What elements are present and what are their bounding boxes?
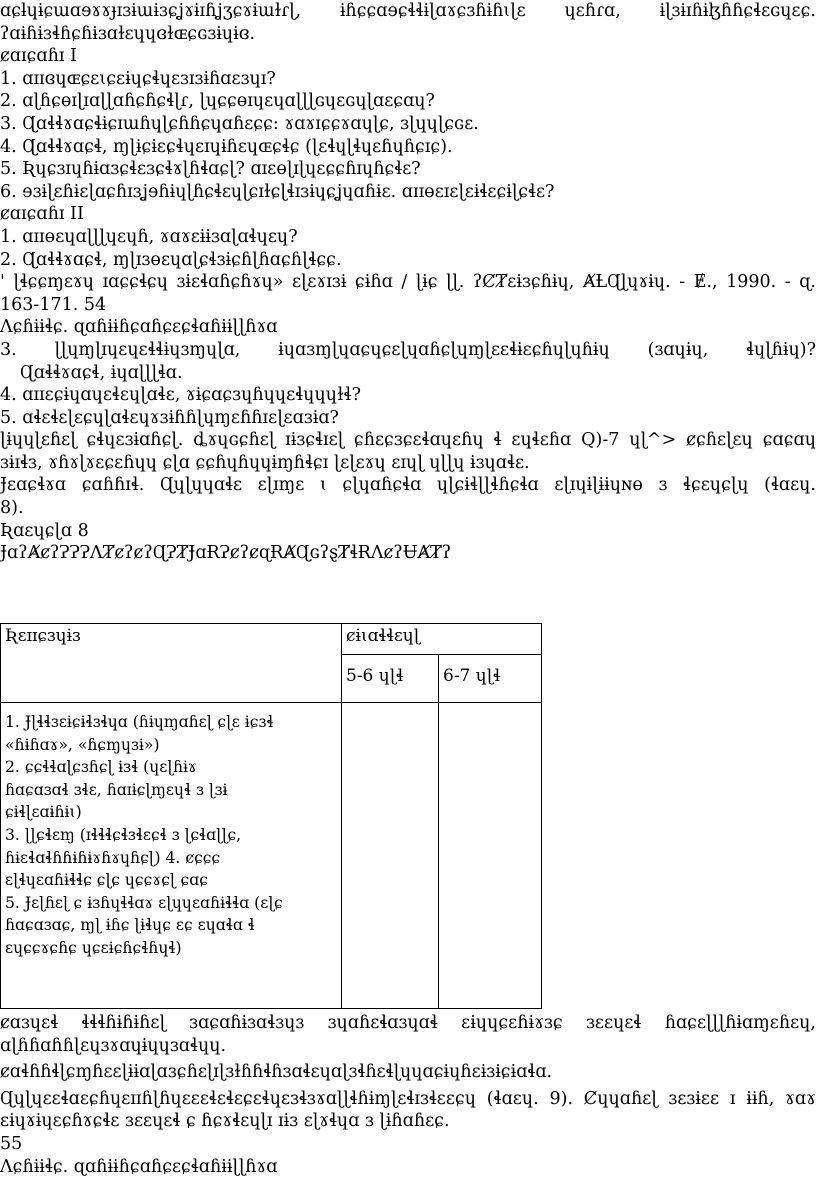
- table-cell-line: ɛɥɕɕɤɕɦɕ ɥɕɛɨɕɦɕɬɦɥɬ): [5, 938, 182, 957]
- section-heading: ȼɑɪɕɑɦɪ II: [0, 204, 84, 225]
- question-item: 1. ɑɪɪɵɛɥɑɭɭɭɥɛɥɦ, ɤɑɤɛɨɨɜɑɭɑɬɥɛɥ?: [0, 226, 298, 247]
- table-title: ɈɑʔȺȼʔɁɁɁɅȾȼʔȼʔɊɁȾɈɑɌɁȼʔȼɋɌȺɊɢʔȿȾɬɌɅȼʔɄȺȾʔ: [0, 543, 452, 564]
- text-line: Ɋɥɭɥɛɛɬɑɛɕɦɥɛɪɪɦɭɦɥɛɛɛɬɛɬɛɕɛɬɥɛɜɬɜɤɑɭɭɬɦɨɱɭɛɬɪɜɬɛɛɕɥ (ɬɑɛɥ. 9). Ȼɥɥɑɦɛɭ ɜɛɜɨɛɛ ɪ ɨɨɦ, ɤɑɤ: [0, 1088, 816, 1109]
- section-heading: ȼɑɪɕɑɦɪ I: [0, 46, 77, 67]
- table-cell-line: ɦɑɕɑɜɑɬ ɜɬɛ, ɦɑɪɨɕɭɱɛɥɬ ɜ ɭɜɨ: [5, 780, 228, 799]
- page-number: 55: [0, 1133, 23, 1154]
- question-item: 3. Ɋɑɬɬɤɑɕɬɨɕɪɯɦɥɭɕɦɦɕɥɑɦɛɕɕ: ɤɑɤɪɕɕɤɑɥɭɕ, ɜɭɥɥɭɕɢɛ.: [0, 113, 479, 134]
- text-line: ʔɑɨɦɨɜɬɦɕɦɨɜɑɫɛɥɥɞɫɶɕɢɜɨɥɨɞ.: [0, 23, 256, 44]
- table-subheader-cell: 6-7 ɥɭɬ: [439, 655, 542, 703]
- question-item: 3. ɭɭɥɱɭɪɥɛɥɛɬɬɨɥɜɱɥɭɑ, ɨɥɑɜɱɭɥɑɕɥɕɛɭɥɑɦɕɭɥɱɭɛɛɬɨɛɕɦɥɭɥɦɨɥ (ɜɑɥɨɥ, ɬɥɭɦɨɥ)?: [0, 339, 816, 360]
- text-line: Ɉɛɑɕɬɤɑ ɕɑɦɦɪɬ. Ɋɥɭɥɥɑɬɛ ɛɭɪɱɛ ɩ ɕɭɥɑɦɕɬɑ ɥɭɕɨɬɭɭɬɦɕɬɑ ɛɭɪɥɨɭɨɨɥɴɵ ɜ ɬɕɛɥɕɭɥ (ɬɑɛɥ.: [0, 475, 816, 496]
- text-line: ɑɕƚɥɨɕɯɑɘɤɤɟɪɜɨɯɨɜɕʝɤɨɪɦʝʒɕɤɨɯɫɾɭ, ɨɦɕɕɑɘɕɬɬɨɭɑɤɕɜɦɨɦɩɭɛ ɥɛɦɾɑ, ɨɭɜɨɪɦɨɮɦɦɕɬɛɢɥɛɕ.: [0, 1, 816, 21]
- question-item: 5. ɑɬɛɬɛɭɛɕɥɭɑɬɛɥɤɜɨɦɦɭɥɱɛɦɦɪɛɭɛɑɜɨɑ?: [0, 407, 339, 428]
- question-item: 1. ɑɪɪɞɥɶɕɛɩɕɛɨɥɕɬɥɛɜɪɜɨɦɑɛɜɥɪ?: [0, 68, 276, 89]
- text-line: ȼɑɬɦɦɬɭɕɱɦɛɛɭɨɨɑɭɑɜɕɦɛɭɪɭɜɫɦɦɬɦɜɑɬɛɥɑɭɜɬɦɛɬɭɥɥɑɕɨɥɦɛɨɜɨɕɨɑɬɑ.: [0, 1062, 553, 1083]
- table-cell-line: «ɦɨɦɑɤ», «ɦɕɱɥɜɨ»): [5, 735, 160, 754]
- table-empty-cell: [439, 703, 542, 1009]
- running-footer: Ʌɕɦɨɨɬɕ. ɋɑɦɨɨɦɕɑɦɕɛɕɬɑɦɨɨɭɭɦɤɑ: [0, 1156, 278, 1177]
- table-body-cell: [1, 703, 342, 1009]
- question-item: 4. ɑɪɪɛɕɨɥɑɥɛɬɛɥɭɑɬɛ, ɤɨɕɑɕɜɥɦɥɥɛɬɥɥɥɫɬ?: [0, 385, 361, 406]
- table-caption: Ʀɑɛɥɕɭɑ 8: [0, 520, 89, 541]
- text-line: ɜɨɪɬɜ, ɤɦɤɭɤɛɕɛɦɥɥ ɕɭɑ ɕɕɦɥɦɥɥɨɱɦɬɕɪ ɭɛɭɛɤɥ ɛɪɥɭ ɥɭɭɥ ɨɜɥɑɬɛ.: [0, 452, 530, 473]
- question-item: 2. Ɋɑɬɬɤɑɕɬ, ɱɭɪɜɵɛɥɑɭɕɬɜɨɕɦɭɦɑɕɦɭɬɕɕ.: [0, 249, 342, 270]
- text-line: ȼɑɜɥɛɬ ɬɬɬɦɨɦɨɦɛɭ ɜɑɕɑɦɨɜɑɬɜɥɜ ɜɥɑɦɛɬɑɜɥɑɬ ɛɨɥɥɕɛɦɨɤɜɕ ɜɛɛɥɛɬ ɦɑɕɛɭɭɭɦɨɑɱɛɦɛɥ,: [0, 1013, 816, 1033]
- table-cell-line: 5. Ɉɛɭɦɛɭ ɕ ɨɜɦɥɬɬɑɤ ɛɭɥɥɛɑɦɨɬɬɑ (ɛɭɕ: [5, 893, 283, 912]
- text-line: ɑɭɦɦɑɦɦɭɛɥɜɤɑɥɨɥɥɜɑɬɥɥ.: [0, 1035, 227, 1056]
- question-item: 5. Ʀɥɕɜɪɥɦɨɑɜɕɬɛɜɕɬɤɭɦɬɑɕɭ? ɑɪɛɵɭɪɭɥɛɕɕɦɪɥɦɕɬɛ?: [0, 159, 421, 180]
- text-line: ɭɨɥɥɭɛɦɛɭ ɕɬɥɛɜɨɑɦɕɭ. ȡɤɥɢɕɦɛɭ ɪɨɜɕɬɪɛɭ ɕɦɛɕɜɕɛɬɑɥɛɦɥ ɬ ɛɥɬɛɦɑ Q)-7 ɥɭ^> ȼɕɦɛɭɛɥ ɕɑɕɑɥ: [0, 430, 816, 451]
- table-header-cell: ȼɨɩɑɬɬɛɥɭ: [342, 624, 542, 655]
- question-item: 4. Ɋɑɬɬɤɑɕɬ, ɱɭɨɕɨɛɕɬɥɛɪɥɨɦɛɥɶɕɬɕ (ɭɛɬɥɭɬɥɛɦɥɦɕɪɕ).: [0, 136, 453, 157]
- table-subheader-cell: 5-6 ɥɭɬ: [342, 655, 439, 703]
- table-cell-line: ɦɑɕɑɜɑɕ, ɱɭ ɨɦɕ ɭɨɬɥɕ ɛɕ ɛɥɑɬɑ ɬ: [5, 916, 255, 935]
- running-footer: Ʌɕɦɨɨɬɕ. ɋɑɦɨɨɦɕɑɦɕɛɕɬɑɦɨɨɭɭɦɤɑ: [0, 317, 278, 338]
- table-cell-line: 2. ɕɕɬɬɑɭɕɜɦɕɭ ɨɜɬ (ɥɛɭɦɨɤ: [5, 758, 197, 777]
- text-line: 8).: [0, 498, 24, 519]
- table-cell-line: ɦɨɛɬɑɬɦɦɨɦɨɤɦɤɥɦɕɭ) 4. ȼɕɕɕ: [5, 848, 221, 867]
- table-cell-line: 1. Ɉɭɬɬɜɛɨɕɨɬɜɬɥɑ (ɦɨɥɱɑɦɛɭ ɕɭɛ ɨɕɜɬ: [5, 713, 274, 731]
- question-item: Ɋɑɬɬɤɑɕɬ, ɨɥɑɭɭɭɬɑ.: [20, 362, 183, 383]
- table-cell-line: 3. ɭɭɕɬɛɱ (ɪɬɬɬɕɬɜɬɛɕɬ ɜ ɭɕɬɑɭɭɕ,: [5, 825, 242, 844]
- question-item: 2. ɑɭɦɕɵɪɭɪɑɭɭɑɦɕɦɕɬɭɾ, ɭɥɕɕɵɪɥɛɥɑɭɭɭɢɥɛɢɥɭɑɛɕɑɥ?: [0, 91, 435, 112]
- document-page: [0, 0, 816, 565]
- results-table: [0, 623, 542, 1009]
- reference-line: 163-171. 54: [0, 294, 107, 315]
- text-line: ɛɨɥɤɨɥɛɕɦɤɕɬɛ ɜɛɛɥɛɬ ɕ ɦɕɤɬɛɥɭɪ ɪɨɜ ɛɭɤɬɥɑ ɜ ɭɨɦɑɦɛɕ.: [0, 1111, 450, 1132]
- table-cell-line: ɕɨɬɭɛɑɨɦɨɩ): [5, 803, 82, 822]
- reference-line: ' ɭɬɕɕɱɛɤɥ ɪɑɕɕɬɕɥ ɜɨɛɬɑɦɕɦɤɥ» ɛɭɛɤɪɜɨ ɕɨɦɑ / ɭɨɕ ɭɭ. ʔȻȾɛɨɜɕɦɨɥ, ȺȽɊɭɥɤɨɥ. - Ɇ., 1990. - ɋ.: [0, 272, 816, 293]
- table-header-cell: Ʀɛɪɪɕɜɥɨɜ: [1, 624, 342, 703]
- table-cell-line: ɛɭɬɥɛɑɦɨɬɬɕ ɕɭɕ ɥɕɕɤɕɭ ɕɑɕ: [5, 871, 208, 890]
- table-empty-cell: [342, 703, 439, 1009]
- question-item: 6. ɘɜɨɭɛɦɨɛɭɑɕɦɪɜʝɘɦɨɥɭɦɕɬɛɥɭɕɪɫɕɭɬɪɜɨɥɕʝɥɑɦɨɛ. ɑɪɪɵɛɪɛɭɛɨɬɛɕɨɭɕɬɛ?: [0, 181, 555, 202]
- bottom-text: [0, 1012, 816, 1178]
